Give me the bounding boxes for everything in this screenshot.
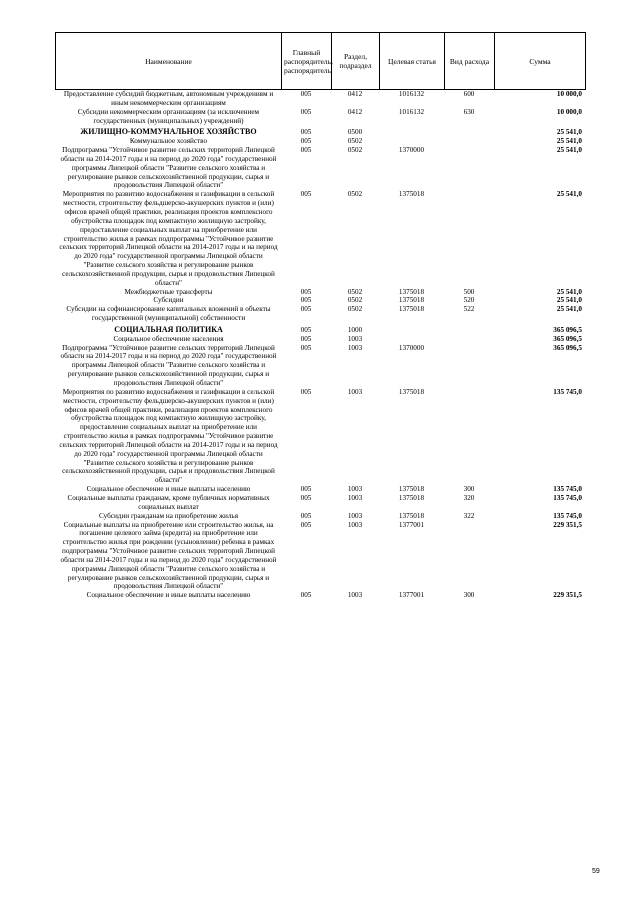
cell-admin: 005 [300,520,312,529]
table-row [55,125,585,137]
cell-sum: 25 541,0 [556,296,582,305]
cell-target: 1375018 [398,287,425,296]
cell-sum: 135 745,0 [553,493,582,502]
cell-section: 1003 [347,343,363,352]
cell-section: 0412 [347,90,363,98]
cell-target: 1375018 [398,190,425,199]
cell-name: Социальное обеспечение населения [113,334,224,343]
cell-kind [444,388,494,485]
cell-name: Субсидии [153,296,184,305]
table-row [55,388,585,485]
col-header-sum: Сумма [495,33,586,90]
cell-sum: 25 541,0 [556,128,582,137]
cell-target: 1377001 [398,591,425,600]
cell-sum: 25 541,0 [556,287,582,296]
cell-section: 1000 [347,325,363,334]
cell-name: Межбюджетные трансферты [124,287,213,296]
table-row [55,296,585,305]
cell-section: 0502 [347,146,363,155]
cell-kind [444,335,494,344]
table-row [55,521,585,592]
cell-section: 1003 [347,591,363,600]
cell-section: 1003 [347,520,363,529]
cell-name: Мероприятия по развитию водоснабжения и газификации в сельской местности, строительству фельдшерско-акушерских пунктов и (или) офисов врачей общей практики, реализация проектов комплексного обустройства площадок под компактную жилищную застройку, предоставление социальных выплат на приобретение или строительство жилья в рамках подпрограммы "Устойчивое развитие сельских территорий Липецкой области на 2014-2017 годы и на период до 2020 года" государственной программы Липецкой области "Развитие сельского хозяйства и регулирование рынков сельскохозяйственной продукции, сырья и продовольствия Липецкой области" [59,387,278,485]
cell-kind: 500 [463,287,475,296]
cell-kind: 320 [463,493,475,502]
cell-section: 0502 [347,287,363,296]
cell-section: 0502 [347,305,363,314]
cell-admin: 005 [300,137,312,146]
cell-section: 0500 [347,128,363,137]
cell-name: Мероприятия по развитию водоснабжения и газификации в сельской местности, строительству фельдшерско-акушерских пунктов и (или) офисов врачей общей практики, реализация проектов комплексного обустройства площадок под компактную жилищную застройку, предоставление социальных выплат на приобретение или строительство жилья в рамках подпрограммы "Устойчивое развитие сельских территорий Липецкой области на 2014-2017 годы и на период до 2020 года" государственной программы Липецкой области "Развитие сельского хозяйства и регулирование рынков сельскохозяйственной продукции, сырья и продовольствия Липецкой области" [59,190,278,287]
cell-admin: 005 [300,334,312,343]
cell-admin: 005 [300,343,312,352]
cell-sum: 25 541,0 [556,146,582,155]
table-row [55,485,585,494]
col-header-admin: Главный распорядитель, распорядитель [282,33,332,90]
cell-target: 1375018 [398,485,425,494]
cell-target [379,335,444,344]
cell-name: Предоставление субсидий бюджетным, автономным учреждениям и иным некоммерческим организациям [63,90,274,107]
cell-kind [444,125,494,137]
cell-kind [444,146,494,190]
cell-admin: 005 [300,287,312,296]
cell-sum: 135 745,0 [553,485,582,494]
cell-name: Подпрограмма "Устойчивое развитие сельских территорий Липецкой области на 2014-2017 годы и на период до 2020 года" государственной программы Липецкой области "Развитие сельского хозяйства и регулирование рынков сельскохозяйственной продукции, сырья и продовольствия Липецкой области" [60,146,277,190]
cell-name: Подпрограмма "Устойчивое развитие сельских территорий Липецкой области на 2014-2017 годы и на период до 2020 года" государственной программы Липецкой области "Развитие сельского хозяйства и регулирование рынков сельскохозяйственной продукции, сырья и продовольствия Липецкой области" [60,343,277,387]
col-header-target: Целевая статья [380,33,445,90]
cell-admin: 005 [300,305,312,314]
col-header-kind: Вид расхода [445,33,495,90]
cell-admin: 005 [300,107,312,116]
cell-kind [444,344,494,388]
col-header-section: Раздел, подраздел [332,33,380,90]
cell-kind: 300 [463,485,475,494]
table-row [55,335,585,344]
table-row [55,108,585,126]
cell-sum: 25 541,0 [556,305,582,314]
cell-section: 0502 [347,296,363,305]
cell-kind [444,190,494,287]
cell-target: 1370000 [398,343,425,352]
cell-admin: 005 [300,90,312,98]
cell-kind: 322 [463,511,475,520]
cell-sum: 135 745,0 [553,511,582,520]
cell-target: 1375018 [398,296,425,305]
budget-table [55,90,585,600]
table-row [55,288,585,297]
cell-section: 0412 [347,107,363,116]
cell-name: Социальные выплаты гражданам, кроме публичных нормативных социальных выплат [67,493,270,511]
cell-admin: 005 [300,146,312,155]
table-row [55,190,585,287]
cell-name: СОЦИАЛЬНАЯ ПОЛИТИКА [114,324,223,334]
cell-admin: 005 [300,591,312,600]
table-row [55,323,585,335]
cell-kind [444,521,494,592]
cell-target [379,137,444,146]
cell-target: 1370000 [398,146,425,155]
cell-section: 1003 [347,493,363,502]
cell-admin: 005 [300,325,312,334]
cell-target: 1375018 [398,511,425,520]
cell-admin: 005 [300,190,312,199]
cell-name: Субсидии некоммерческим организациям (за исключением государственных (муниципальных) учреждений) [77,107,260,125]
cell-kind [444,323,494,335]
cell-section: 1003 [347,511,363,520]
cell-admin: 005 [300,485,312,494]
cell-section: 0502 [347,137,363,146]
cell-admin: 005 [300,296,312,305]
cell-target: 1375018 [398,305,425,314]
cell-section: 1003 [347,387,363,396]
cell-name: ЖИЛИЩНО-КОММУНАЛЬНОЕ ХОЗЯЙСТВО [80,127,257,137]
cell-target: 1016132 [398,107,425,116]
table-row [55,591,585,600]
cell-sum: 25 541,0 [556,137,582,146]
cell-admin: 005 [300,387,312,396]
cell-admin: 005 [300,128,312,137]
cell-sum: 25 541,0 [556,190,582,199]
cell-sum: 365 096,5 [553,325,582,334]
col-header-name: Наименование [56,33,282,90]
cell-target: 1377001 [398,520,425,529]
page-number: 59 [592,868,600,875]
cell-sum: 365 096,5 [553,343,582,352]
table-row [55,344,585,388]
cell-kind: 630 [463,107,475,116]
table-row [55,146,585,190]
cell-sum: 10 000,0 [556,107,582,116]
cell-name: Социальные выплаты на приобретение или строительство жилья, на погашение целевого займа (кредита) на приобретение или строительство жилья при рождении (усыновлении) ребенка в рамках подпрограммы "Устойчивое развитие сельских территорий Липецкой области на 2014-2017 годы и на период до 2020 года" государственной программы Липецкой области "Развитие сельского хозяйства и регулирование рынков сельскохозяйственной продукции, сырья и продовольствия Липецкой области" [60,520,277,591]
cell-sum: 135 745,0 [553,387,582,396]
table-row [55,494,585,512]
cell-sum: 10 000,0 [556,90,582,98]
cell-section: 1003 [347,485,363,494]
cell-kind: 520 [463,296,475,305]
cell-kind [444,137,494,146]
table-row [55,90,585,108]
cell-name: Социальное обеспечение и иные выплаты населению [86,591,251,600]
cell-section: 1003 [347,334,363,343]
cell-name: Субсидии на софинансирование капитальных вложений в объекты государственной (муниципальной) собственности [66,305,271,323]
cell-name: Социальное обеспечение и иные выплаты населению [86,485,251,494]
table-row [55,305,585,323]
cell-admin: 005 [300,493,312,502]
cell-kind: 300 [463,591,475,600]
cell-name: Субсидии гражданам на приобретение жилья [98,511,239,520]
cell-target [379,323,444,335]
cell-sum: 229 351,5 [553,591,582,600]
cell-section: 0502 [347,190,363,199]
cell-target: 1016132 [398,90,425,98]
table-row [55,137,585,146]
cell-sum: 229 351,5 [553,520,582,529]
table-row [55,512,585,521]
cell-target: 1375018 [398,493,425,502]
table-header [55,32,586,90]
cell-name: Коммунальное хозяйство [129,137,208,146]
cell-target [379,125,444,137]
cell-admin: 005 [300,511,312,520]
cell-kind: 600 [463,90,475,98]
cell-sum: 365 096,5 [553,334,582,343]
cell-target: 1375018 [398,387,425,396]
cell-kind: 522 [463,305,475,314]
